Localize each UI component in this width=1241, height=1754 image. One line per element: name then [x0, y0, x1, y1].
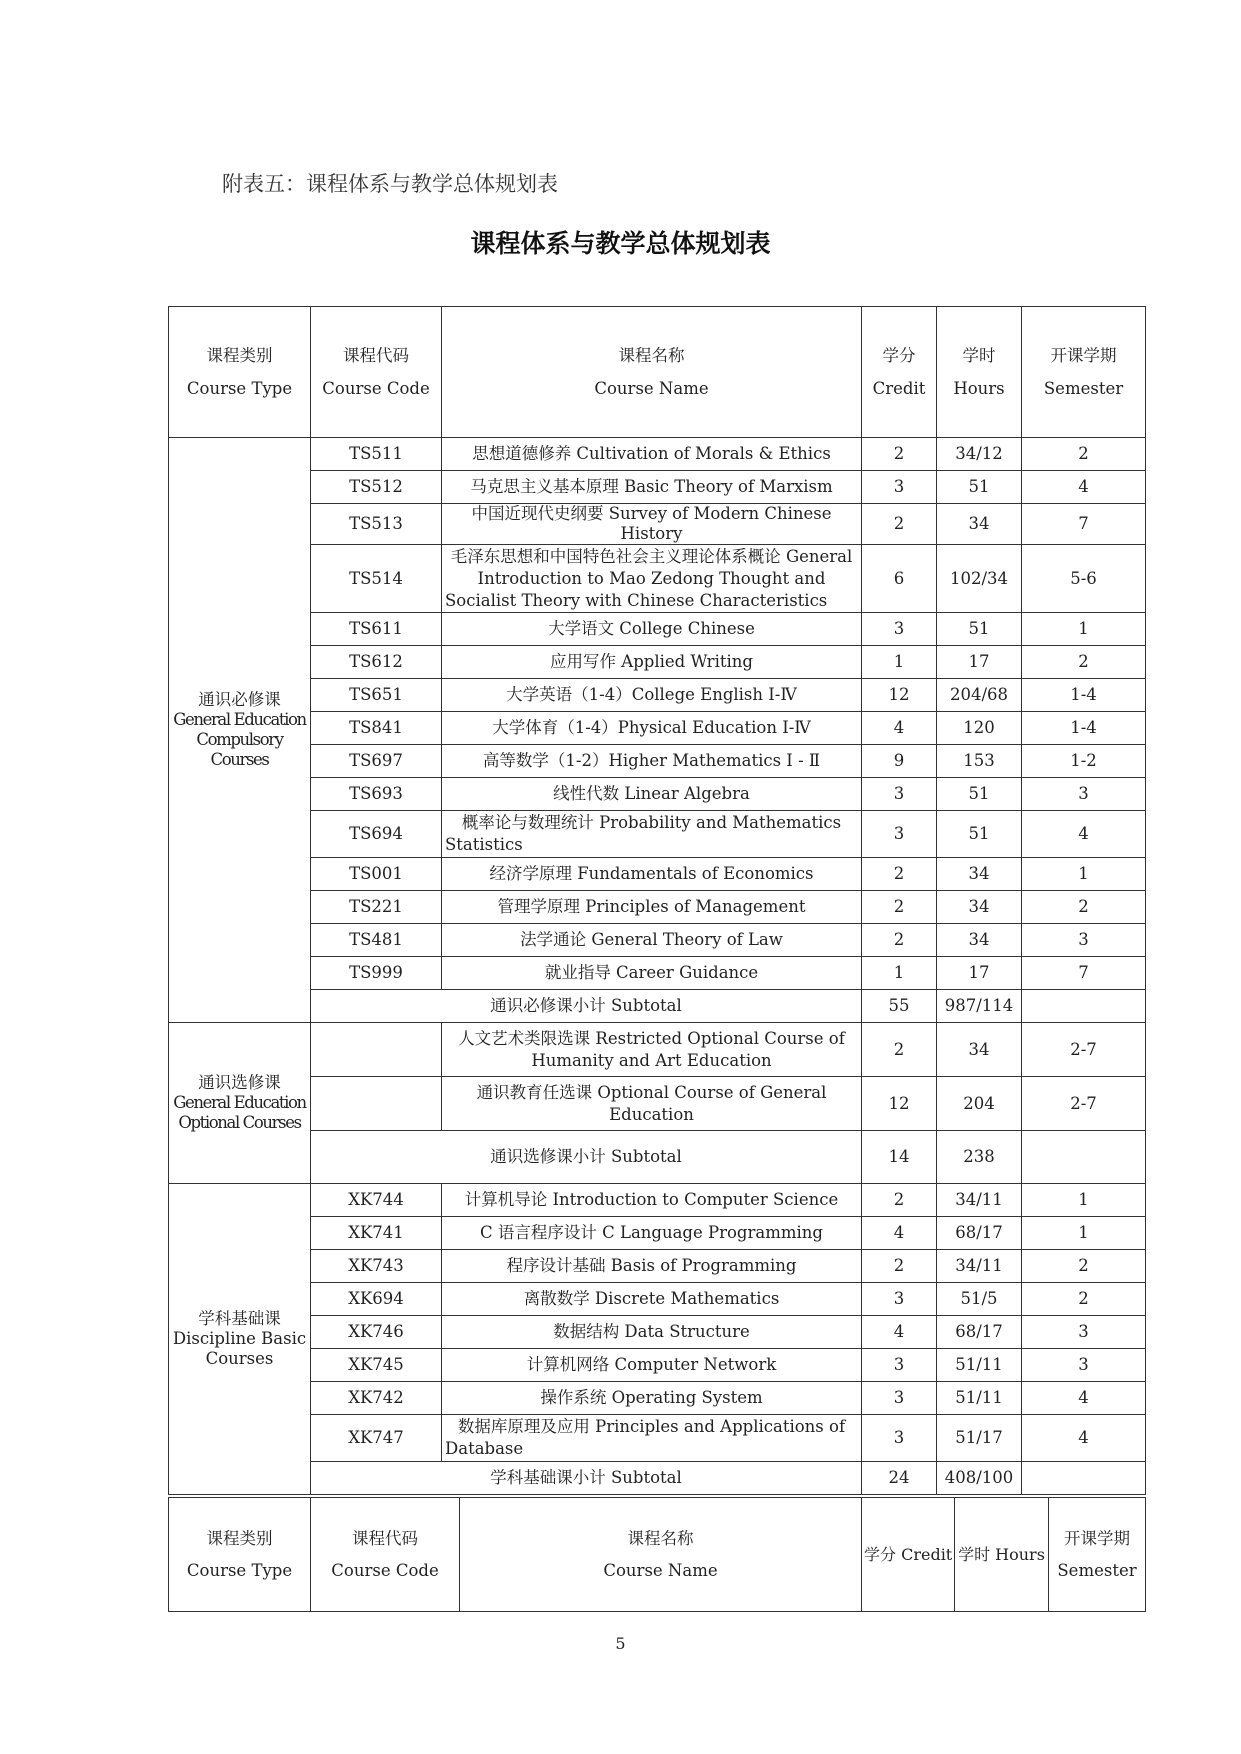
course-semester: 3 [1022, 1316, 1146, 1349]
course-name: 大学体育（1-4）Physical Education Ⅰ-Ⅳ [442, 712, 862, 745]
subtotal-label: 学科基础课小计 Subtotal [311, 1462, 862, 1495]
course-credit: 2 [862, 1184, 937, 1217]
header-semester: 开课学期 Semester [1022, 307, 1146, 438]
header-course-name: 课程名称 Course Name [442, 307, 862, 438]
course-credit: 1 [862, 646, 937, 679]
course-semester: 1 [1022, 1184, 1146, 1217]
course-semester: 7 [1022, 957, 1146, 990]
table-row [169, 613, 1146, 646]
subtotal-row [169, 990, 1146, 1023]
course-type-cell: 学科基础课 Discipline Basic Courses [169, 1184, 311, 1495]
course-semester: 5-6 [1022, 545, 1146, 613]
table-row [169, 811, 1146, 858]
course-code: TS001 [311, 858, 442, 891]
course-credit: 4 [862, 712, 937, 745]
course-semester: 3 [1022, 778, 1146, 811]
course-hours: 51 [937, 811, 1022, 858]
course-semester: 1 [1022, 858, 1146, 891]
header-course-name: 课程名称 Course Name [460, 1498, 862, 1612]
course-code [311, 1023, 442, 1077]
course-hours: 34 [937, 924, 1022, 957]
course-code: TS611 [311, 613, 442, 646]
course-name: 离散数学 Discrete Mathematics [442, 1283, 862, 1316]
table-row [169, 504, 1146, 545]
course-hours: 17 [937, 646, 1022, 679]
course-code [311, 1077, 442, 1131]
course-credit: 3 [862, 778, 937, 811]
header-course-code: 课程代码 Course Code [311, 1498, 460, 1612]
course-hours: 34 [937, 1023, 1022, 1077]
course-code: TS612 [311, 646, 442, 679]
table-row [169, 1283, 1146, 1316]
table-row [169, 1184, 1146, 1217]
page-number: 5 [615, 1634, 626, 1653]
table-row [169, 545, 1146, 613]
subtotal-label: 通识选修课小计 Subtotal [311, 1131, 862, 1184]
course-code: TS651 [311, 679, 442, 712]
course-type-cell: 通识必修课 General Education Compulsory Courses [169, 438, 311, 1023]
table-row [169, 1250, 1146, 1283]
table-row [169, 1349, 1146, 1382]
subtotal-hours: 987/114 [937, 990, 1022, 1023]
course-name: 操作系统 Operating System [442, 1382, 862, 1415]
course-code: TS481 [311, 924, 442, 957]
course-hours: 34 [937, 858, 1022, 891]
course-name: 毛泽东思想和中国特色社会主义理论体系概论 General Introduction to Mao Zedong Thought and Socialist Theory with Chinese Characteristics [442, 545, 862, 613]
course-semester: 4 [1022, 471, 1146, 504]
subtotal-semester [1022, 1462, 1146, 1495]
course-name: 大学英语（1-4）College English Ⅰ-Ⅳ [442, 679, 862, 712]
table-row [169, 778, 1146, 811]
course-hours: 204 [937, 1077, 1022, 1131]
course-hours: 34/12 [937, 438, 1022, 471]
course-semester: 4 [1022, 1382, 1146, 1415]
course-name: 线性代数 Linear Algebra [442, 778, 862, 811]
course-semester: 1-2 [1022, 745, 1146, 778]
course-credit: 4 [862, 1217, 937, 1250]
course-credit: 2 [862, 1023, 937, 1077]
course-semester: 2 [1022, 438, 1146, 471]
table-row [169, 1415, 1146, 1462]
course-credit: 1 [862, 957, 937, 990]
subtotal-credit: 55 [862, 990, 937, 1023]
header-semester: 开课学期 Semester [1049, 1498, 1146, 1612]
course-code: XK743 [311, 1250, 442, 1283]
course-credit: 3 [862, 1283, 937, 1316]
subtotal-row [169, 1131, 1146, 1184]
course-semester: 1 [1022, 1217, 1146, 1250]
header-course-code: 课程代码 Course Code [311, 307, 442, 438]
course-code: XK741 [311, 1217, 442, 1250]
course-code: TS221 [311, 891, 442, 924]
header-hours: 学时 Hours [937, 307, 1022, 438]
table-header-row [169, 307, 1146, 438]
course-hours: 51/11 [937, 1382, 1022, 1415]
course-name: 就业指导 Career Guidance [442, 957, 862, 990]
course-hours: 51/11 [937, 1349, 1022, 1382]
table-row [169, 646, 1146, 679]
course-name: 中国近现代史纲要 Survey of Modern Chinese History [442, 504, 862, 545]
course-credit: 4 [862, 1316, 937, 1349]
course-code: TS841 [311, 712, 442, 745]
table-row [169, 858, 1146, 891]
course-semester: 2 [1022, 646, 1146, 679]
course-code: XK747 [311, 1415, 442, 1462]
table-row [169, 924, 1146, 957]
course-code: TS512 [311, 471, 442, 504]
table-row [169, 1316, 1146, 1349]
course-code: TS693 [311, 778, 442, 811]
course-hours: 34 [937, 504, 1022, 545]
table-row [169, 745, 1146, 778]
course-hours: 68/17 [937, 1316, 1022, 1349]
course-credit: 3 [862, 1382, 937, 1415]
course-name: 计算机导论 Introduction to Computer Science [442, 1184, 862, 1217]
course-name: 计算机网络 Computer Network [442, 1349, 862, 1382]
course-semester: 2 [1022, 1250, 1146, 1283]
course-code: XK694 [311, 1283, 442, 1316]
course-code: XK742 [311, 1382, 442, 1415]
table-row [169, 957, 1146, 990]
table-row [169, 1382, 1146, 1415]
header-course-type: 课程类别 Course Type [169, 307, 311, 438]
course-credit: 2 [862, 438, 937, 471]
course-name: 应用写作 Applied Writing [442, 646, 862, 679]
course-credit: 3 [862, 1415, 937, 1462]
subtotal-semester [1022, 990, 1146, 1023]
course-name: 马克思主义基本原理 Basic Theory of Marxism [442, 471, 862, 504]
header-hours: 学时 Hours [955, 1498, 1049, 1612]
table-row [169, 1217, 1146, 1250]
course-name: 高等数学（1-2）Higher Mathematics Ⅰ - Ⅱ [442, 745, 862, 778]
course-plan-table [168, 306, 1146, 1495]
course-credit: 9 [862, 745, 937, 778]
table-row [169, 1077, 1146, 1131]
course-semester: 3 [1022, 924, 1146, 957]
course-semester: 7 [1022, 504, 1146, 545]
course-hours: 204/68 [937, 679, 1022, 712]
course-code: TS697 [311, 745, 442, 778]
subtotal-semester [1022, 1131, 1146, 1184]
table-header-row [169, 1498, 1146, 1612]
course-semester: 4 [1022, 811, 1146, 858]
course-hours: 51 [937, 613, 1022, 646]
course-name: 人文艺术类限选课 Restricted Optional Course of Humanity and Art Education [442, 1023, 862, 1077]
table-row [169, 891, 1146, 924]
subtotal-credit: 14 [862, 1131, 937, 1184]
course-hours: 34 [937, 891, 1022, 924]
course-hours: 120 [937, 712, 1022, 745]
course-name: C 语言程序设计 C Language Programming [442, 1217, 862, 1250]
course-semester: 2 [1022, 891, 1146, 924]
header-credit: 学分 Credit [862, 1498, 955, 1612]
course-hours: 51 [937, 778, 1022, 811]
course-semester: 3 [1022, 1349, 1146, 1382]
course-hours: 17 [937, 957, 1022, 990]
course-credit: 12 [862, 1077, 937, 1131]
header-course-type: 课程类别 Course Type [169, 1498, 311, 1612]
course-semester: 2-7 [1022, 1023, 1146, 1077]
appendix-label: 附表五：课程体系与教学总体规划表 [222, 172, 558, 196]
course-code: XK744 [311, 1184, 442, 1217]
course-credit: 2 [862, 891, 937, 924]
course-semester: 2 [1022, 1283, 1146, 1316]
course-credit: 2 [862, 504, 937, 545]
subtotal-label: 通识必修课小计 Subtotal [311, 990, 862, 1023]
course-name: 通识教育任选课 Optional Course of General Education [442, 1077, 862, 1131]
table-row [169, 1023, 1146, 1077]
course-credit: 3 [862, 471, 937, 504]
course-name: 管理学原理 Principles of Management [442, 891, 862, 924]
course-hours: 51/17 [937, 1415, 1022, 1462]
course-hours: 68/17 [937, 1217, 1022, 1250]
page-title: 课程体系与教学总体规划表 [470, 229, 771, 258]
course-name: 程序设计基础 Basis of Programming [442, 1250, 862, 1283]
course-credit: 12 [862, 679, 937, 712]
course-hours: 34/11 [937, 1250, 1022, 1283]
course-name: 法学通论 General Theory of Law [442, 924, 862, 957]
subtotal-credit: 24 [862, 1462, 937, 1495]
course-code: TS514 [311, 545, 442, 613]
course-credit: 2 [862, 1250, 937, 1283]
course-name: 数据结构 Data Structure [442, 1316, 862, 1349]
course-credit: 6 [862, 545, 937, 613]
course-semester: 1 [1022, 613, 1146, 646]
subtotal-hours: 408/100 [937, 1462, 1022, 1495]
course-credit: 2 [862, 924, 937, 957]
header-credit: 学分 Credit [862, 307, 937, 438]
course-name: 经济学原理 Fundamentals of Economics [442, 858, 862, 891]
course-code: XK746 [311, 1316, 442, 1349]
course-name: 思想道德修养 Cultivation of Morals & Ethics [442, 438, 862, 471]
course-code: XK745 [311, 1349, 442, 1382]
table-row [169, 679, 1146, 712]
table-row [169, 438, 1146, 471]
course-code: TS513 [311, 504, 442, 545]
course-code: TS999 [311, 957, 442, 990]
course-semester: 1-4 [1022, 712, 1146, 745]
course-hours: 34/11 [937, 1184, 1022, 1217]
course-credit: 2 [862, 858, 937, 891]
continuation-header-table [168, 1497, 1146, 1612]
course-hours: 102/34 [937, 545, 1022, 613]
course-credit: 3 [862, 811, 937, 858]
course-name: 概率论与数理统计 Probability and Mathematics Statistics [442, 811, 862, 858]
course-name: 大学语文 College Chinese [442, 613, 862, 646]
course-credit: 3 [862, 613, 937, 646]
course-semester: 4 [1022, 1415, 1146, 1462]
subtotal-hours: 238 [937, 1131, 1022, 1184]
course-hours: 153 [937, 745, 1022, 778]
course-semester: 2-7 [1022, 1077, 1146, 1131]
course-hours: 51 [937, 471, 1022, 504]
course-type-cell: 通识选修课 General Education Optional Courses [169, 1023, 311, 1184]
course-code: TS511 [311, 438, 442, 471]
course-code: TS694 [311, 811, 442, 858]
course-name: 数据库原理及应用 Principles and Applications of Database [442, 1415, 862, 1462]
table-row [169, 712, 1146, 745]
subtotal-row [169, 1462, 1146, 1495]
course-credit: 3 [862, 1349, 937, 1382]
course-hours: 51/5 [937, 1283, 1022, 1316]
course-semester: 1-4 [1022, 679, 1146, 712]
table-row [169, 471, 1146, 504]
